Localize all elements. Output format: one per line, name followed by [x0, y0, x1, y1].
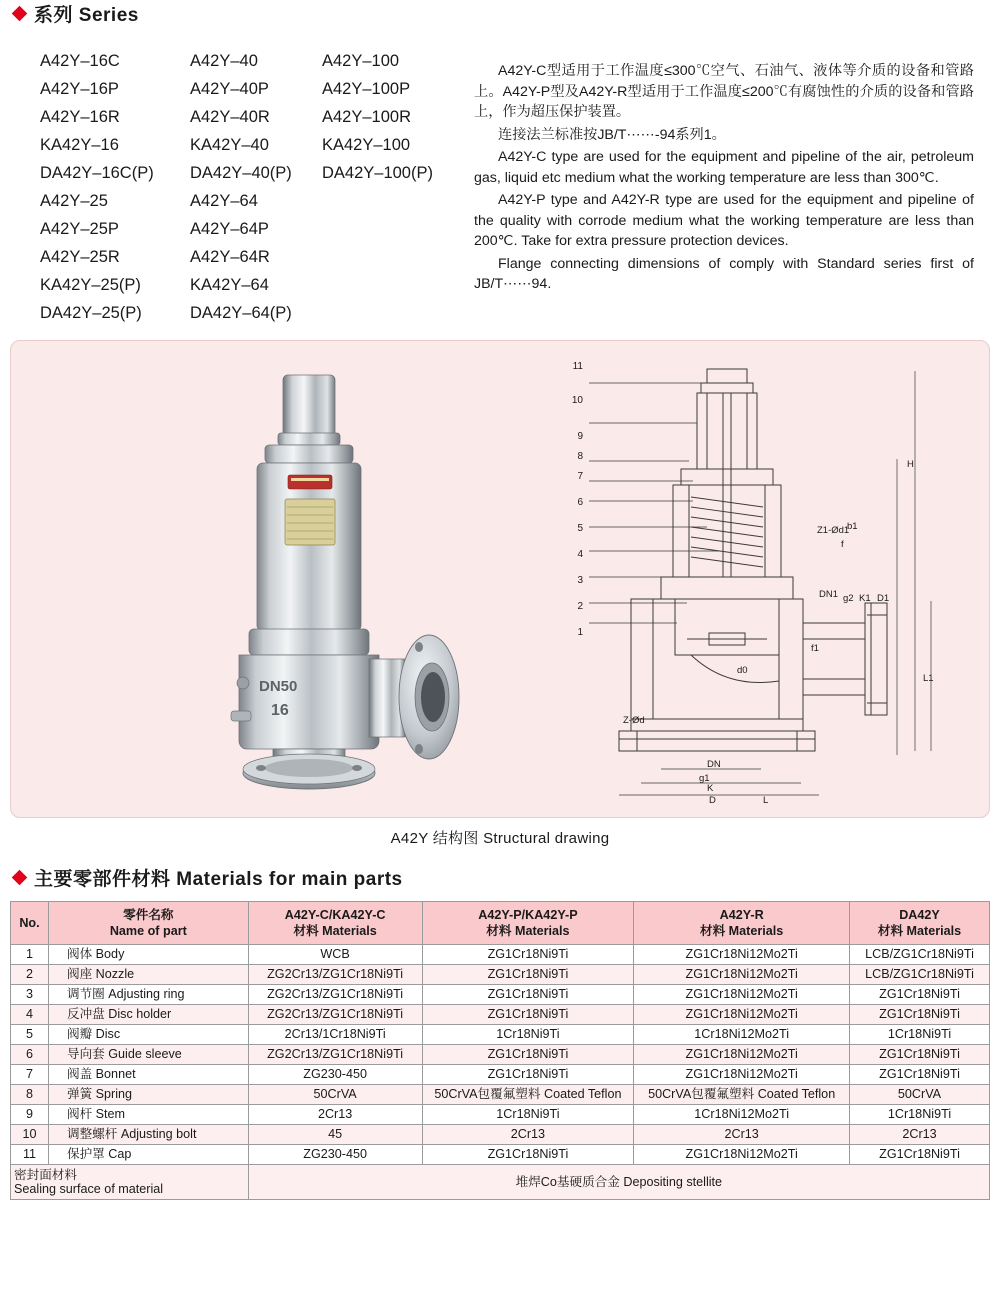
table-header-row [11, 902, 990, 945]
table-row-sealing [11, 1165, 990, 1200]
dim-K: K [707, 783, 714, 794]
dim-d0: d0 [737, 665, 748, 676]
series-item [322, 301, 468, 326]
callout-6: 6 [577, 497, 583, 508]
table-row: 2 阀座 Nozzle ZG2Cr13/ZG1Cr18Ni9Ti ZG1Cr18Ni9Ti ZG1Cr18Ni12Mo2Ti LCB/ZG1Cr18Ni9Ti [11, 965, 990, 985]
series-heading-label: 系列 Series [34, 5, 139, 26]
callout-9: 9 [577, 431, 583, 442]
series-item [322, 189, 468, 214]
series-item: A42Y–25R [40, 248, 120, 266]
materials-section-heading [0, 864, 1000, 891]
series-item: A42Y–16P [40, 80, 119, 98]
dim-L1: L1 [923, 673, 934, 684]
dim-b1: b1 [847, 521, 858, 532]
series-item: A42Y–40 [190, 52, 258, 70]
description-cn-paragraph-1: A42Y-C型适用于工作温度≤300℃空气、石油气、液体等介质的设备和管路上。A42Y-P型及A42Y-R型适用于工作温度≤200℃有腐蚀性的介质的设备和管路上，作为超压保护装置。 [474, 63, 974, 120]
diamond-bullet-icon [12, 870, 28, 886]
table-row: 8 弹簧 Spring 50CrVA 50CrVA包覆氟塑料 Coated Teflon 50CrVA包覆氟塑料 Coated Teflon 50CrVA [11, 1085, 990, 1105]
callout-4: 4 [577, 549, 583, 560]
dim-H: H [907, 459, 914, 470]
series-item: A42Y–25P [40, 220, 119, 238]
series-item: A42Y–64P [190, 220, 269, 238]
series-item: KA42Y–25(P) [40, 276, 141, 294]
series-item: A42Y–25 [40, 192, 108, 210]
callout-1: 1 [577, 627, 583, 638]
table-row: 5 阀瓣 Disc 2Cr13/1Cr18Ni9Ti 1Cr18Ni9Ti 1Cr18Ni12Mo2Ti 1Cr18Ni9Ti [11, 1025, 990, 1045]
series-item: A42Y–100P [322, 80, 411, 98]
table-row: 6 导向套 Guide sleeve ZG2Cr13/ZG1Cr18Ni9Ti ZG1Cr18Ni9Ti ZG1Cr18Ni12Mo2Ti ZG1Cr18Ni9Ti [11, 1045, 990, 1065]
series-item: A42Y–16R [40, 108, 120, 126]
column-header-no: No. [11, 902, 49, 945]
dim-DN1: DN1 [819, 589, 839, 600]
description-en-paragraph-2: A42Y-P type and A42Y-R type are used for the equipment and pipeline of the quality with corrode medium what the working temperature are less than 200℃. Take for extra pressure protection devices. [474, 192, 974, 249]
series-item: A42Y–16C [40, 52, 120, 70]
top-block [0, 27, 1000, 326]
column-header-da42y: DA42Y 材料 Materials [850, 902, 990, 945]
series-item: KA42Y–64 [190, 276, 269, 294]
dim-g2: g2 [843, 593, 854, 604]
series-item [322, 245, 468, 270]
sealing-label: 密封面材料 Sealing surface of material [11, 1165, 249, 1200]
description-en-paragraph-1: A42Y-C type are used for the equipment and pipeline of the air, petroleum gas, liquid etc medium what the working temperature are less than 300℃. [474, 149, 974, 186]
sealing-value: 堆焊Co基硬质合金 Depositing stellite [248, 1165, 989, 1200]
dim-f1: f1 [811, 643, 819, 654]
materials-table [10, 901, 990, 1200]
series-item: DA42Y–25(P) [40, 304, 142, 322]
dim-Z1d1: Z1-Ød1 [817, 525, 850, 536]
callout-8: 8 [577, 451, 583, 462]
series-item: A42Y–40P [190, 80, 269, 98]
dim-D1: D1 [877, 593, 890, 604]
dim-K1: K1 [859, 593, 871, 604]
series-item: DA42Y–40(P) [190, 164, 292, 182]
series-list [0, 39, 468, 326]
table-row: 10 调整螺杆 Adjusting bolt 45 2Cr13 2Cr13 2Cr13 [11, 1125, 990, 1145]
callout-5: 5 [577, 523, 583, 534]
diamond-bullet-icon [12, 6, 28, 22]
series-item: KA42Y–40 [190, 136, 269, 154]
series-section-heading [0, 0, 1000, 27]
dim-g1: g1 [699, 773, 710, 784]
series-item [322, 273, 468, 298]
column-header-name: 零件名称 Name of part [48, 902, 248, 945]
series-item: KA42Y–16 [40, 136, 119, 154]
table-row: 11 保护罩 Cap ZG230-450 ZG1Cr18Ni9Ti ZG1Cr18Ni12Mo2Ti ZG1Cr18Ni9Ti [11, 1145, 990, 1165]
callout-3: 3 [577, 575, 583, 586]
series-item: DA42Y–16C(P) [40, 164, 154, 182]
dim-f: f [841, 539, 844, 550]
callout-10: 10 [571, 395, 583, 406]
dim-Zd: Z-Ød [623, 715, 645, 726]
figure-panel [10, 340, 990, 818]
series-item [322, 217, 468, 242]
photo-dn-label: DN50 [259, 678, 298, 695]
series-item: DA42Y–64(P) [190, 304, 292, 322]
series-item: A42Y–40R [190, 108, 270, 126]
series-item: A42Y–64 [190, 192, 258, 210]
materials-heading-label: 主要零部件材料 Materials for main parts [34, 869, 403, 890]
table-row: 1 阀体 Body WCB ZG1Cr18Ni9Ti ZG1Cr18Ni12Mo2Ti LCB/ZG1Cr18Ni9Ti [11, 945, 990, 965]
callout-11: 11 [572, 361, 583, 372]
valve-sectional-drawing [511, 351, 990, 809]
callout-7: 7 [577, 471, 583, 482]
callout-2: 2 [577, 601, 583, 612]
valve-photograph [161, 359, 491, 799]
table-row: 9 阀杆 Stem 2Cr13 1Cr18Ni9Ti 1Cr18Ni12Mo2Ti 1Cr18Ni9Ti [11, 1105, 990, 1125]
description-cn-paragraph-2: 连接法兰标准按JB/T⋯⋯-94系列1。 [498, 126, 726, 143]
column-header-a42yr: A42Y-R 材料 Materials [634, 902, 850, 945]
series-item: A42Y–100R [322, 108, 411, 126]
dim-D: D [709, 795, 716, 806]
series-item: A42Y–64R [190, 248, 270, 266]
dim-DN: DN [707, 759, 721, 770]
series-item: KA42Y–100 [322, 136, 411, 154]
series-grid [14, 49, 468, 326]
dim-L: L [763, 795, 769, 806]
photo-pn-label: 16 [271, 702, 289, 719]
table-row: 3 调节圈 Adjusting ring ZG2Cr13/ZG1Cr18Ni9Ti ZG1Cr18Ni9Ti ZG1Cr18Ni12Mo2Ti ZG1Cr18Ni9Ti [11, 985, 990, 1005]
series-item: DA42Y–100(P) [322, 164, 433, 182]
table-row: 4 反冲盘 Disc holder ZG2Cr13/ZG1Cr18Ni9Ti ZG1Cr18Ni9Ti ZG1Cr18Ni12Mo2Ti ZG1Cr18Ni9Ti [11, 1005, 990, 1025]
figure-caption: A42Y 结构图 Structural drawing [390, 830, 610, 847]
series-item: A42Y–100 [322, 52, 400, 70]
table-row: 7 阀盖 Bonnet ZG230-450 ZG1Cr18Ni9Ti ZG1Cr18Ni12Mo2Ti ZG1Cr18Ni9Ti [11, 1065, 990, 1085]
column-header-a42yp: A42Y-P/KA42Y-P 材料 Materials [422, 902, 634, 945]
description-block [468, 39, 988, 326]
description-en-paragraph-3: Flange connecting dimensions of comply with Standard series first of JB/T⋯⋯94. [474, 255, 974, 292]
column-header-a42yc: A42Y-C/KA42Y-C 材料 Materials [248, 902, 422, 945]
